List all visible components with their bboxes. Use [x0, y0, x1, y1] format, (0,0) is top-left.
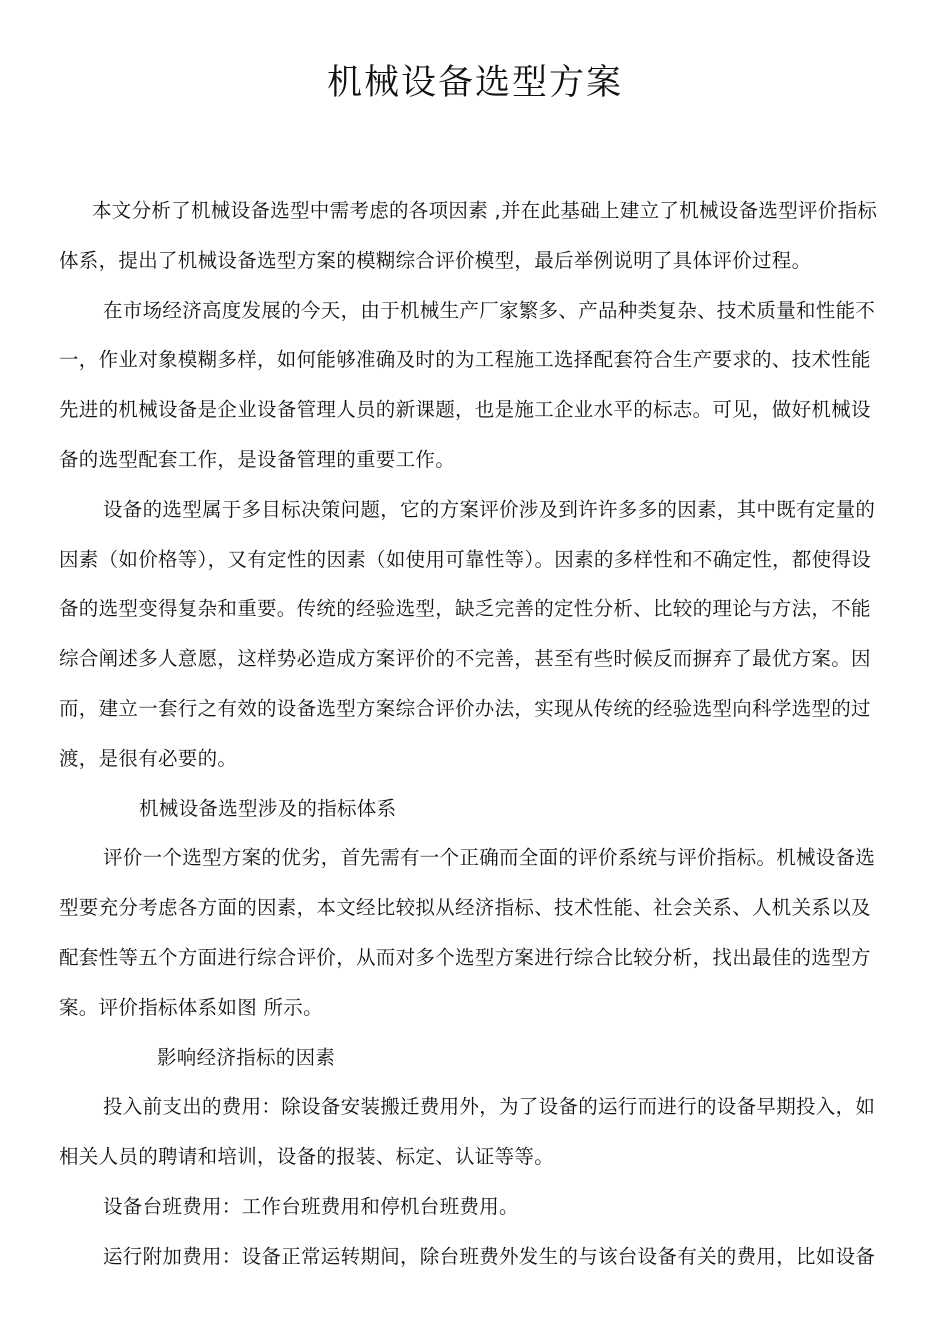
text-line: 运行附加费用：设备正常运转期间，除台班费外发生的与该台设备有关的费用，比如设备 — [103, 1244, 876, 1268]
text-line: 案。评价指标体系如图 所示。 — [59, 995, 323, 1019]
document-title: 机械设备选型方案 — [326, 63, 623, 103]
text-line: 一，作业对象模糊多样，如何能够准确及时的为工程施工选择配套符合生产要求的、技术性能 — [59, 348, 871, 372]
text-line: 设备台班费用：工作台班费用和停机台班费用。 — [103, 1194, 519, 1218]
text-line: 备的选型变得复杂和重要。传统的经验选型，缺乏完善的定性分析、比较的理论与方法，不能 — [59, 597, 871, 621]
text-line: 评价一个选型方案的优劣，首先需有一个正确而全面的评价系统与评价指标。机械设备选 — [103, 846, 876, 870]
text-line: 渡，是很有必要的。 — [59, 746, 238, 770]
text-line: 先进的机械设备是企业设备管理人员的新课题，也是施工企业水平的标志。可见，做好机械设 — [59, 398, 871, 422]
text-line: 综合阐述多人意愿，这样势必造成方案评价的不完善，甚至有些时候反而摒弃了最优方案。因 — [59, 647, 871, 671]
text-line: 备的选型配套工作，是设备管理的重要工作。 — [59, 447, 456, 471]
text-line: 本文分析了机械设备选型中需考虑的各项因素 ,并在此基础上建立了机械设备选型评价指标 — [92, 199, 878, 222]
text-line: 在市场经济高度发展的今天，由于机械生产厂家繁多、产品种类复杂、技术质量和性能不 — [103, 298, 876, 322]
document-body — [59, 191, 950, 1287]
text-line: 而，建立一套行之有效的设备选型方案综合评价办法，实现从传统的经验选型向科学选型的过 — [59, 696, 871, 720]
section-heading: 机械设备选型涉及的指标体系 — [139, 796, 397, 820]
text-line: 因素（如价格等），又有定性的因素（如使用可靠性等）。因素的多样性和不确定性，都使得设 — [59, 547, 872, 571]
text-line: 设备的选型属于多目标决策问题，它的方案评价涉及到许许多多的因素，其中既有定量的 — [103, 497, 876, 521]
text-line: 型要充分考虑各方面的因素，本文经比较拟从经济指标、技术性能、社会关系、人机关系以及 — [59, 896, 871, 920]
section-heading: 影响经济指标的因素 — [157, 1045, 336, 1069]
text-line: 相关人员的聘请和培训，设备的报装、标定、认证等等。 — [59, 1145, 555, 1169]
text-line: 投入前支出的费用：除设备安装搬迁费用外，为了设备的运行而进行的设备早期投入，如 — [103, 1095, 876, 1119]
text-line: 体系，提出了机械设备选型方案的模糊综合评价模型，最后举例说明了具体评价过程。 — [59, 248, 812, 272]
text-line: 配套性等五个方面进行综合评价，从而对多个选型方案进行综合比较分析，找出最佳的选型方 — [59, 945, 871, 969]
